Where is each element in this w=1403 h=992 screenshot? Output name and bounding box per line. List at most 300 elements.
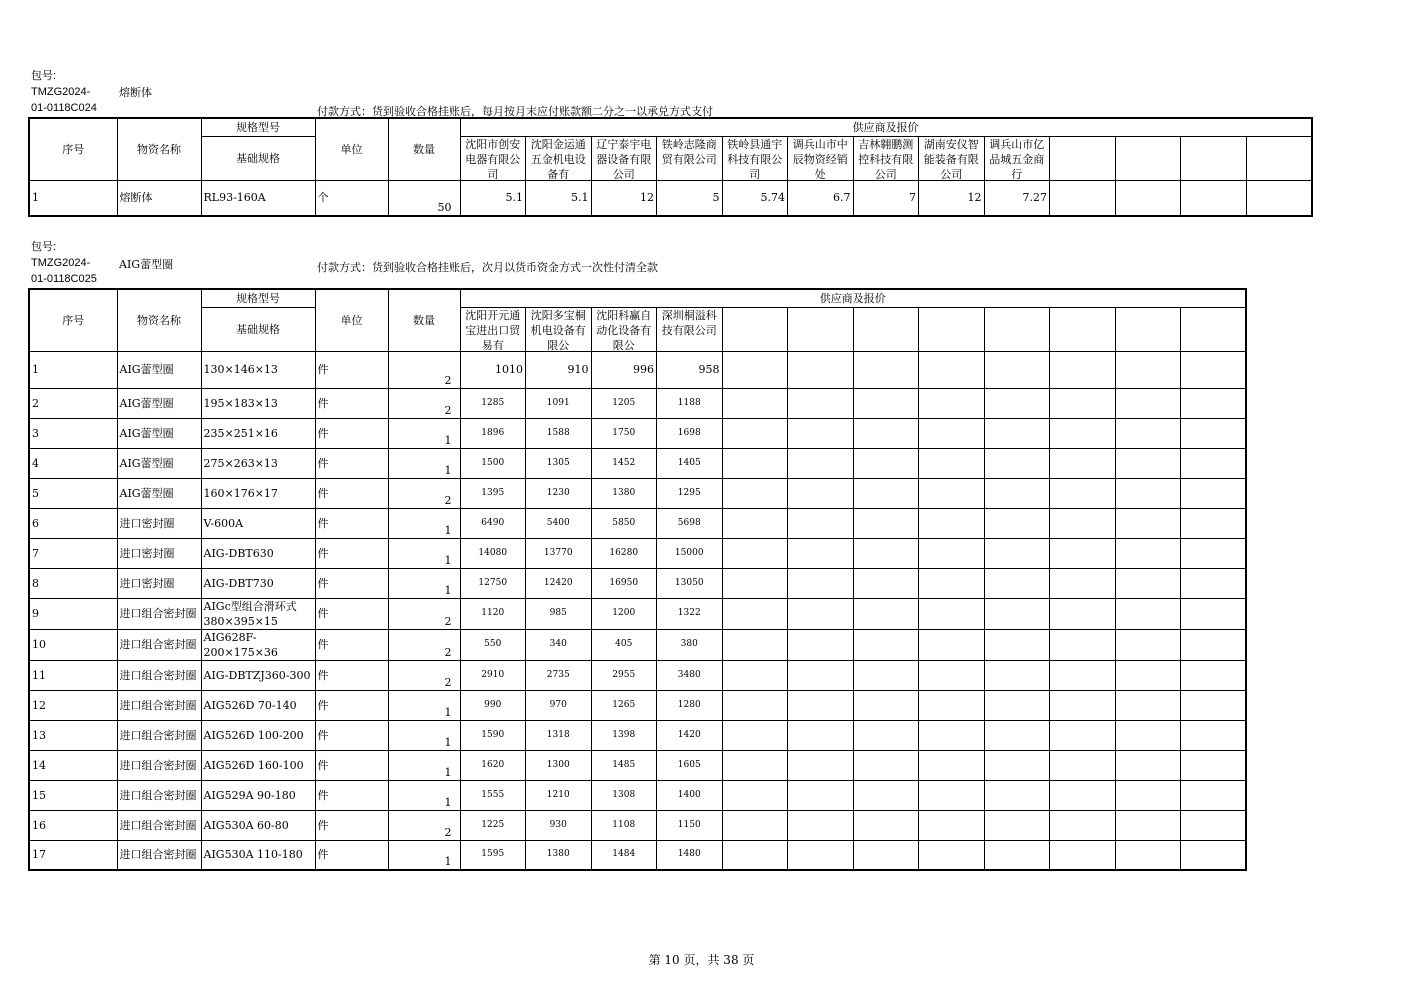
- row-price-5: [722, 780, 788, 810]
- supplier-name-text: [1116, 137, 1181, 179]
- row-price-8: [919, 810, 985, 840]
- row-qty: 2: [388, 629, 460, 660]
- row-price-5: [722, 538, 788, 568]
- package-label-1: 包号: TMZG2024- 01-0118C024: [31, 70, 97, 114]
- row-price-8: [919, 568, 985, 598]
- row-qty: 1: [388, 720, 460, 750]
- table-row: [29, 810, 1246, 840]
- row-name: AIG蕾型圈: [117, 388, 201, 418]
- row-price-9: [984, 388, 1050, 418]
- row-name: AIG蕾型圈: [117, 448, 201, 478]
- supplier-name-text: 深圳桐溢科技有限公司: [661, 308, 717, 337]
- row-price-8: [919, 750, 985, 780]
- row-price-6: [788, 568, 854, 598]
- row-name: 进口组合密封圈: [117, 780, 201, 810]
- row-price-2: 5400: [526, 508, 592, 538]
- row-price-2: 930: [526, 810, 592, 840]
- row-price-5: [722, 478, 788, 508]
- row-name: 进口组合密封圈: [117, 750, 201, 780]
- row-unit: 件: [315, 810, 388, 840]
- row-price-8: [919, 388, 985, 418]
- row-price-11: [1115, 478, 1181, 508]
- row-price-8: [919, 840, 985, 870]
- row-price-11: [1115, 720, 1181, 750]
- row-price-1: 2910: [460, 660, 526, 690]
- row-price-5: [722, 840, 788, 870]
- row-price-8: [919, 508, 985, 538]
- row-price-9: [984, 568, 1050, 598]
- row-price-2: 2735: [526, 660, 592, 690]
- supplier-name-text: 铁岭志隆商贸有限公司: [661, 137, 717, 166]
- row-spec: AIG-DBT630: [201, 538, 315, 568]
- row-price-7: [853, 629, 919, 660]
- supplier-name-12: [1181, 307, 1247, 351]
- supplier-name-text: 沈阳科赢自动化设备有限公: [596, 308, 652, 350]
- row-price-12: [1181, 388, 1247, 418]
- row-price-11: [1115, 660, 1181, 690]
- row-price-1: 6490: [460, 508, 526, 538]
- row-qty: 1: [388, 538, 460, 568]
- supplier-name-13: [1246, 136, 1312, 180]
- table-row: [29, 690, 1246, 720]
- row-unit: 件: [315, 568, 388, 598]
- row-seq: 14: [29, 750, 117, 780]
- row-price-10: [1050, 568, 1116, 598]
- row-price-10: [1050, 598, 1116, 629]
- row-price-7: [853, 418, 919, 448]
- row-price-8: [919, 448, 985, 478]
- row-price-5: [722, 810, 788, 840]
- supplier-name-text: [1116, 308, 1181, 350]
- row-price-7: [853, 840, 919, 870]
- header-name: 物资名称: [117, 289, 201, 351]
- row-price-6: [788, 448, 854, 478]
- row-price-12: [1181, 448, 1247, 478]
- row-qty: 2: [388, 660, 460, 690]
- table-row: [29, 538, 1246, 568]
- row-price-2: 1210: [526, 780, 592, 810]
- row-price-7: [853, 388, 919, 418]
- row-unit: 件: [315, 629, 388, 660]
- row-name: AIG蕾型圈: [117, 418, 201, 448]
- row-spec: 160×176×17: [201, 478, 315, 508]
- table-row: [29, 418, 1246, 448]
- row-price-8: [919, 598, 985, 629]
- row-price-7: [853, 690, 919, 720]
- row-price-4: 15000: [657, 538, 723, 568]
- row-price-4: 1295: [657, 478, 723, 508]
- supplier-name-8: [919, 136, 985, 180]
- row-unit: 件: [315, 690, 388, 720]
- row-name: 进口组合密封圈: [117, 720, 201, 750]
- row-price-4: 1280: [657, 690, 723, 720]
- row-price-10: [1050, 448, 1116, 478]
- row-unit: 件: [315, 448, 388, 478]
- row-price-5: [722, 690, 788, 720]
- header-unit: 单位: [315, 118, 388, 180]
- row-price-4: 1188: [657, 388, 723, 418]
- row-price-6: [788, 810, 854, 840]
- row-unit: 件: [315, 418, 388, 448]
- row-price-12: [1181, 538, 1247, 568]
- row-price-12: [1181, 720, 1247, 750]
- row-price-3: 2955: [591, 660, 657, 690]
- row-price-3: 16950: [591, 568, 657, 598]
- supplier-name-text: [788, 308, 853, 350]
- row-price-1: 1896: [460, 418, 526, 448]
- row-price-11: [1115, 780, 1181, 810]
- row-price-6: [788, 629, 854, 660]
- table-row: [29, 660, 1246, 690]
- row-spec: AIG530A 60-80: [201, 810, 315, 840]
- row-price-1: 1225: [460, 810, 526, 840]
- row-price-10: [1050, 538, 1116, 568]
- row-price-12: [1181, 418, 1247, 448]
- row-price-9: [984, 780, 1050, 810]
- row-price-12: [1181, 180, 1247, 216]
- row-price-3: 405: [591, 629, 657, 660]
- row-price-9: [984, 720, 1050, 750]
- row-spec: AIG526D 160-100: [201, 750, 315, 780]
- supplier-name-text: 湖南安仪智能装备有限公司: [923, 137, 979, 179]
- row-qty: 1: [388, 690, 460, 720]
- row-price-11: [1115, 810, 1181, 840]
- row-price-11: [1115, 840, 1181, 870]
- row-price-7: [853, 598, 919, 629]
- row-qty: 1: [388, 750, 460, 780]
- supplier-name-text: 调兵山市中辰物资经销处: [792, 137, 848, 179]
- supplier-name-9: [984, 307, 1050, 351]
- row-price-4: 1405: [657, 448, 723, 478]
- supplier-name-text: 辽宁泰宇电器设备有限公司: [596, 137, 652, 179]
- row-price-7: [853, 810, 919, 840]
- row-unit: 件: [315, 538, 388, 568]
- row-name: 进口组合密封圈: [117, 598, 201, 629]
- row-price-6: [788, 388, 854, 418]
- page-footer: 第 10 页，共 38 页: [648, 953, 755, 967]
- supplier-name-text: [985, 308, 1050, 350]
- row-qty: 1: [388, 840, 460, 870]
- row-price-9: [984, 448, 1050, 478]
- quote-table-1: [28, 117, 1313, 217]
- row-price-4: 1400: [657, 780, 723, 810]
- row-price-10: [1050, 810, 1116, 840]
- row-price-11: [1115, 180, 1181, 216]
- row-spec: 235×251×16: [201, 418, 315, 448]
- row-price-2: 1318: [526, 720, 592, 750]
- row-price-8: [919, 780, 985, 810]
- table-row: [29, 388, 1246, 418]
- row-price-5: [722, 448, 788, 478]
- row-price-4: 1420: [657, 720, 723, 750]
- row-qty: 1: [388, 448, 460, 478]
- row-price-12: [1181, 508, 1247, 538]
- supplier-name-4: [657, 136, 723, 180]
- supplier-name-text: [1050, 308, 1115, 350]
- row-price-11: [1115, 690, 1181, 720]
- row-price-9: [984, 660, 1050, 690]
- supplier-name-1: [460, 307, 526, 351]
- row-price-10: [1050, 720, 1116, 750]
- supplier-name-2: [526, 307, 592, 351]
- row-seq: 1: [29, 351, 117, 388]
- row-name: 熔断体: [117, 180, 201, 216]
- row-seq: 2: [29, 388, 117, 418]
- supplier-name-7: [853, 307, 919, 351]
- supplier-name-6: [788, 307, 854, 351]
- row-price-12: [1181, 568, 1247, 598]
- supplier-name-text: 沈阳多宝桐机电设备有限公: [530, 308, 586, 350]
- row-price-10: [1050, 418, 1116, 448]
- row-unit: 件: [315, 840, 388, 870]
- supplier-name-text: [919, 308, 984, 350]
- row-price-5: [722, 568, 788, 598]
- supplier-name-text: [1050, 137, 1115, 179]
- row-price-9: [984, 690, 1050, 720]
- row-unit: 件: [315, 351, 388, 388]
- row-price-3: 12: [591, 180, 657, 216]
- row-price-12: [1181, 750, 1247, 780]
- row-price-2: 1305: [526, 448, 592, 478]
- row-price-2: 12420: [526, 568, 592, 598]
- header-seq: 序号: [29, 118, 117, 180]
- row-price-12: [1181, 478, 1247, 508]
- row-spec: AIG-DBT730: [201, 568, 315, 598]
- header-spec: 基础规格: [201, 136, 315, 180]
- row-name: 进口密封圈: [117, 538, 201, 568]
- row-price-9: [984, 351, 1050, 388]
- row-price-10: [1050, 780, 1116, 810]
- row-price-1: 990: [460, 690, 526, 720]
- row-name: AIG蕾型圈: [117, 478, 201, 508]
- row-price-12: [1181, 690, 1247, 720]
- supplier-name-text: 沈阳市创安电器有限公司: [465, 137, 521, 179]
- row-price-10: [1050, 750, 1116, 780]
- row-seq: 1: [29, 180, 117, 216]
- table-row: [29, 629, 1246, 660]
- row-price-4: 1150: [657, 810, 723, 840]
- row-price-3: 1308: [591, 780, 657, 810]
- supplier-name-11: [1115, 307, 1181, 351]
- row-unit: 件: [315, 388, 388, 418]
- row-price-8: [919, 690, 985, 720]
- row-name: 进口密封圈: [117, 568, 201, 598]
- row-price-2: 340: [526, 629, 592, 660]
- row-price-2: 910: [526, 351, 592, 388]
- header-qty: 数量: [388, 289, 460, 351]
- row-price-9: [984, 840, 1050, 870]
- row-spec: AIG-DBTZJ360-300: [201, 660, 315, 690]
- row-price-11: [1115, 750, 1181, 780]
- row-price-5: [722, 351, 788, 388]
- row-price-10: [1050, 180, 1116, 216]
- row-price-5: [722, 750, 788, 780]
- supplier-name-text: 吉林翱鹏测控科技有限公司: [858, 137, 914, 179]
- row-price-3: 5850: [591, 508, 657, 538]
- row-price-10: [1050, 351, 1116, 388]
- row-price-2: 1380: [526, 840, 592, 870]
- row-price-4: 5: [657, 180, 723, 216]
- row-price-10: [1050, 840, 1116, 870]
- table-row: [29, 750, 1246, 780]
- row-price-5: [722, 598, 788, 629]
- supplier-name-5: [722, 136, 788, 180]
- header-suppliers: 供应商及报价: [460, 118, 1312, 136]
- row-price-11: [1115, 448, 1181, 478]
- row-price-4: 13050: [657, 568, 723, 598]
- row-price-1: 1620: [460, 750, 526, 780]
- row-price-1: 1595: [460, 840, 526, 870]
- row-price-1: 1285: [460, 388, 526, 418]
- row-price-9: [984, 629, 1050, 660]
- supplier-name-text: 调兵山市亿品城五金商行: [989, 137, 1045, 179]
- row-seq: 7: [29, 538, 117, 568]
- table-row: [29, 508, 1246, 538]
- row-price-3: 1485: [591, 750, 657, 780]
- row-price-7: [853, 660, 919, 690]
- item-name-1: 熔断体: [119, 86, 152, 99]
- row-price-7: [853, 780, 919, 810]
- row-price-4: 3480: [657, 660, 723, 690]
- row-price-3: 1200: [591, 598, 657, 629]
- row-price-4: 1698: [657, 418, 723, 448]
- row-unit: 件: [315, 598, 388, 629]
- row-seq: 17: [29, 840, 117, 870]
- row-price-5: [722, 660, 788, 690]
- row-price-7: [853, 568, 919, 598]
- row-price-10: [1050, 478, 1116, 508]
- row-price-8: [919, 720, 985, 750]
- row-price-12: [1181, 780, 1247, 810]
- row-name: 进口组合密封圈: [117, 690, 201, 720]
- row-price-3: 996: [591, 351, 657, 388]
- row-price-8: [919, 538, 985, 568]
- row-price-11: [1115, 418, 1181, 448]
- row-price-12: [1181, 810, 1247, 840]
- row-price-9: [984, 478, 1050, 508]
- row-qty: 50: [388, 180, 460, 216]
- row-price-1: 1500: [460, 448, 526, 478]
- row-spec: 275×263×13: [201, 448, 315, 478]
- row-price-1: 550: [460, 629, 526, 660]
- row-price-10: [1050, 629, 1116, 660]
- row-name: 进口组合密封圈: [117, 660, 201, 690]
- row-price-7: [853, 508, 919, 538]
- row-unit: 件: [315, 660, 388, 690]
- header-spec: 基础规格: [201, 307, 315, 351]
- row-price-4: 5698: [657, 508, 723, 538]
- row-price-8: [919, 629, 985, 660]
- row-price-9: [984, 418, 1050, 448]
- row-price-6: 6.7: [788, 180, 854, 216]
- row-price-10: [1050, 690, 1116, 720]
- row-price-4: 1322: [657, 598, 723, 629]
- table-row: [29, 478, 1246, 508]
- row-price-11: [1115, 629, 1181, 660]
- supplier-name-6: [788, 136, 854, 180]
- row-price-1: 1555: [460, 780, 526, 810]
- row-price-6: [788, 478, 854, 508]
- row-seq: 15: [29, 780, 117, 810]
- row-unit: 件: [315, 780, 388, 810]
- table-row: [29, 351, 1246, 388]
- row-spec: AIG628F-200×175×36: [201, 629, 315, 660]
- row-price-2: 1300: [526, 750, 592, 780]
- row-price-7: [853, 720, 919, 750]
- row-price-6: [788, 598, 854, 629]
- row-price-12: [1181, 598, 1247, 629]
- row-price-8: [919, 478, 985, 508]
- row-price-9: 7.27: [984, 180, 1050, 216]
- row-price-4: 958: [657, 351, 723, 388]
- row-price-6: [788, 750, 854, 780]
- supplier-name-text: [1247, 137, 1311, 179]
- row-price-3: 1108: [591, 810, 657, 840]
- supplier-name-8: [919, 307, 985, 351]
- row-price-9: [984, 538, 1050, 568]
- row-seq: 12: [29, 690, 117, 720]
- row-price-3: 1484: [591, 840, 657, 870]
- row-price-10: [1050, 508, 1116, 538]
- row-price-1: 5.1: [460, 180, 526, 216]
- row-price-1: 12750: [460, 568, 526, 598]
- row-price-1: 14080: [460, 538, 526, 568]
- supplier-name-text: [854, 308, 919, 350]
- row-spec: V-600A: [201, 508, 315, 538]
- row-price-12: [1181, 629, 1247, 660]
- row-price-3: 1205: [591, 388, 657, 418]
- row-unit: 件: [315, 750, 388, 780]
- row-price-4: 1480: [657, 840, 723, 870]
- table-row: [29, 180, 1312, 216]
- row-price-12: [1181, 351, 1247, 388]
- quote-table-2: [28, 288, 1247, 871]
- supplier-name-text: 沈阳金运通五金机电设备有: [530, 137, 586, 179]
- row-spec: AIG530A 110-180: [201, 840, 315, 870]
- header-seq: 序号: [29, 289, 117, 351]
- supplier-name-12: [1181, 136, 1247, 180]
- row-seq: 3: [29, 418, 117, 448]
- row-price-6: [788, 351, 854, 388]
- row-spec: AIG526D 100-200: [201, 720, 315, 750]
- table-row: [29, 780, 1246, 810]
- row-price-11: [1115, 568, 1181, 598]
- row-qty: 1: [388, 568, 460, 598]
- supplier-name-9: [984, 136, 1050, 180]
- row-price-3: 1380: [591, 478, 657, 508]
- header-spec-group: 规格型号: [201, 289, 315, 307]
- table-row: [29, 568, 1246, 598]
- row-price-6: [788, 508, 854, 538]
- row-price-5: [722, 508, 788, 538]
- package-label-2: 包号: TMZG2024- 01-0118C025: [31, 241, 97, 285]
- row-name: 进口密封圈: [117, 508, 201, 538]
- supplier-name-3: [591, 136, 657, 180]
- row-price-5: [722, 720, 788, 750]
- row-price-3: 1265: [591, 690, 657, 720]
- row-price-8: 12: [919, 180, 985, 216]
- supplier-name-7: [853, 136, 919, 180]
- supplier-name-10: [1050, 307, 1116, 351]
- supplier-name-4: [657, 307, 723, 351]
- row-price-6: [788, 660, 854, 690]
- header-suppliers: 供应商及报价: [460, 289, 1246, 307]
- header-name: 物资名称: [117, 118, 201, 180]
- row-price-1: 1590: [460, 720, 526, 750]
- row-price-11: [1115, 388, 1181, 418]
- row-unit: 件: [315, 508, 388, 538]
- supplier-name-text: 铁岭县通宇科技有限公司: [727, 137, 783, 179]
